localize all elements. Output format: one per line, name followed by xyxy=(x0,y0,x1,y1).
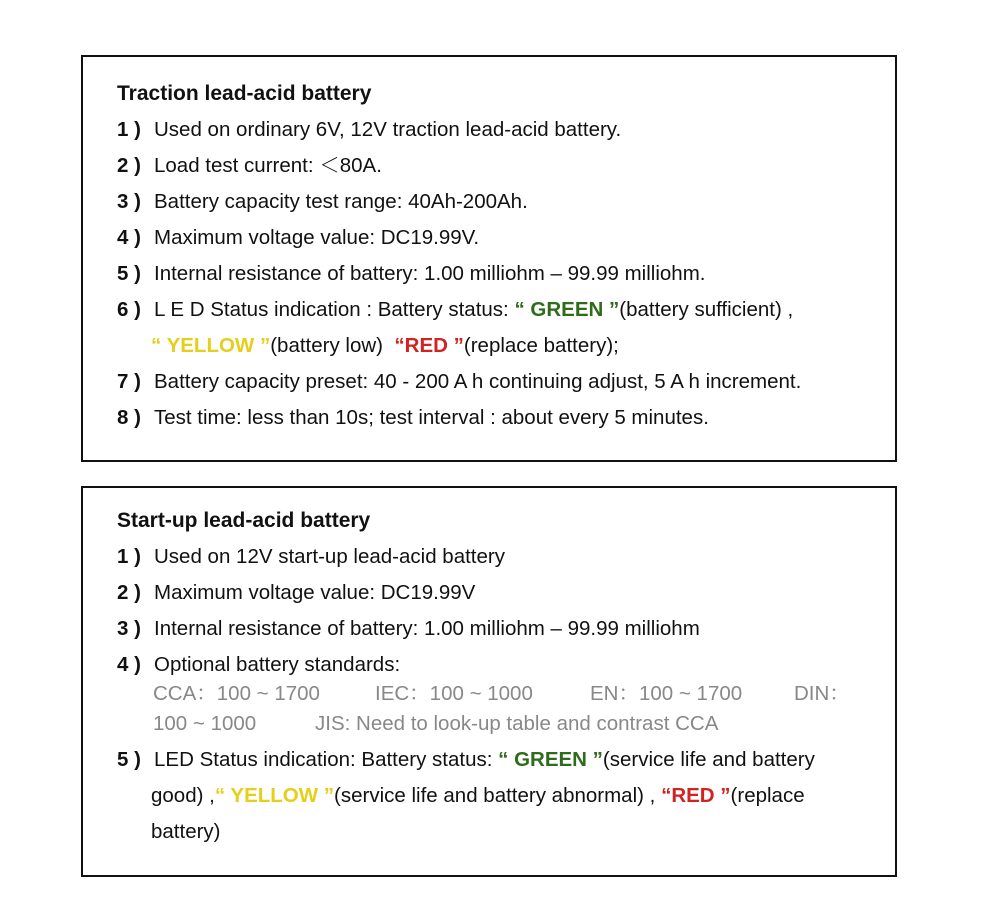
standard-en: EN：100 ~ 1700 xyxy=(590,682,743,705)
red-status-label: “RED ” xyxy=(661,784,731,807)
traction-item-7: 7 ) Battery capacity preset: 40 - 200 A h continuing adjust, 5 A h increment. xyxy=(117,370,802,393)
traction-item-2: 2 ) Load test current: ＜80A. xyxy=(117,154,382,177)
startup-item-1: 1 ) Used on 12V start-up lead-acid battery xyxy=(117,545,505,568)
standard-din-value: 100 ~ 1000 xyxy=(153,712,257,735)
traction-item-1: 1 ) Used on ordinary 6V, 12V traction lead-acid battery. xyxy=(117,118,622,141)
red-status-label: “RED ” xyxy=(394,334,464,357)
startup-item-4: 4 ) Optional battery standards: xyxy=(117,653,401,676)
startup-item-2: 2 ) Maximum voltage value: DC19.99V xyxy=(117,581,476,604)
traction-item-3: 3 ) Battery capacity test range: 40Ah-200Ah. xyxy=(117,190,528,213)
standard-jis: JIS: Need to look-up table and contrast CCA xyxy=(315,712,719,735)
green-status-label: “ GREEN ” xyxy=(514,298,620,321)
traction-item-4: 4 ) Maximum voltage value: DC19.99V. xyxy=(117,226,480,249)
startup-item-5-continued: good) ,“ YELLOW ”(service life and battery abnormal) , “RED ”(replace xyxy=(151,784,805,807)
yellow-status-label: “ YELLOW ” xyxy=(214,784,335,807)
yellow-status-label: “ YELLOW ” xyxy=(151,334,271,357)
startup-item-5-continued-2: battery) xyxy=(151,820,221,843)
startup-title: Start-up lead-acid battery xyxy=(117,509,371,532)
traction-item-8: 8 ) Test time: less than 10s; test interval : about every 5 minutes. xyxy=(117,406,709,429)
traction-spec-box xyxy=(81,55,897,462)
green-status-label: “ GREEN ” xyxy=(498,748,603,771)
startup-item-3: 3 ) Internal resistance of battery: 1.00 milliohm – 99.99 milliohm xyxy=(117,617,700,640)
battery-standards-line-1 xyxy=(153,682,850,706)
standard-din: DIN： xyxy=(794,682,850,705)
standard-iec: IEC：100 ~ 1000 xyxy=(375,682,533,705)
traction-item-6-continued: “ YELLOW ”(battery low) “RED ”(replace battery); xyxy=(151,334,619,357)
startup-item-5: 5 ) LED Status indication: Battery status: “ GREEN ”(service life and battery xyxy=(117,748,815,771)
startup-spec-box xyxy=(81,486,897,877)
traction-title: Traction lead-acid battery xyxy=(117,82,372,105)
traction-item-6: 6 ) L E D Status indication : Battery status: “ GREEN ”(battery sufficient) , xyxy=(117,298,794,321)
battery-standards-line-2 xyxy=(153,712,718,736)
traction-item-5: 5 ) Internal resistance of battery: 1.00 milliohm – 99.99 milliohm. xyxy=(117,262,706,285)
standard-cca: CCA：100 ~ 1700 xyxy=(153,682,320,705)
